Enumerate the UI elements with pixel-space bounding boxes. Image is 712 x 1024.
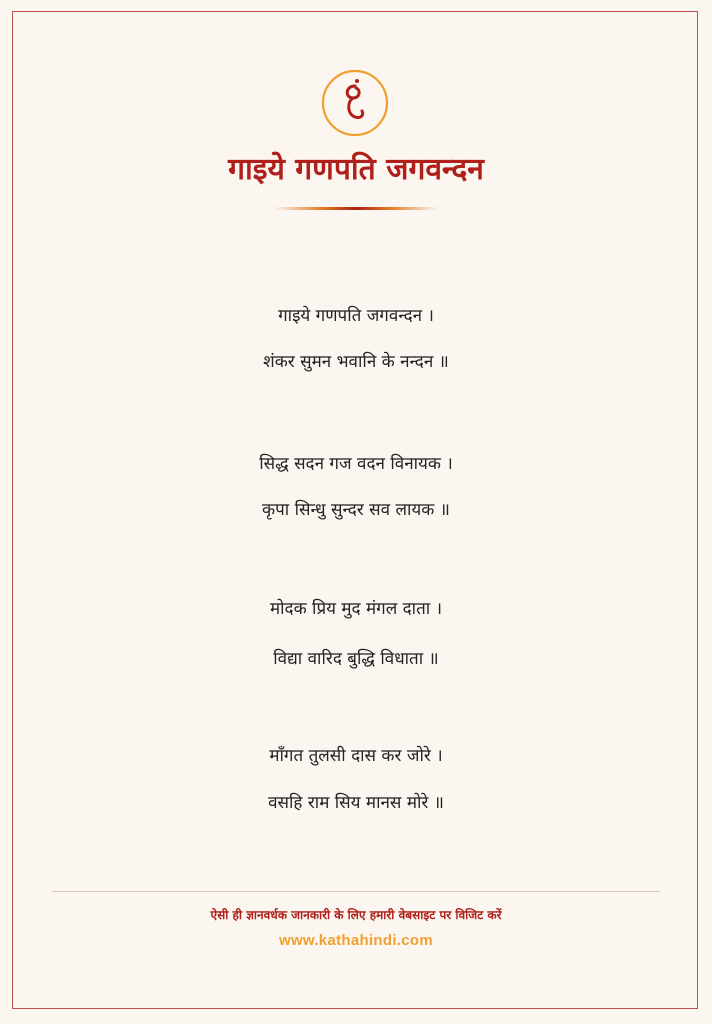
verse-line-6: विद्या वारिद बुद्धि विधाता ॥ [273,649,439,669]
verse-line-4: कृपा सिन्धु सुन्दर सव लायक ॥ [262,500,450,520]
footer-divider [52,891,660,892]
footer-note: ऐसी ही ज्ञानवर्धक जानकारी के लिए हमारी वेबसाइट पर विजिट करें [210,908,502,922]
verse-line-2: शंकर सुमन भवानि के नन्दन ॥ [263,352,449,372]
verse-line-7: माँगत तुलसी दास कर जोरे । [269,746,443,766]
website-link[interactable]: www.kathahindi.com [278,932,434,949]
verse-line-8: वसहि राम सिय मानस मोरे ॥ [268,793,444,813]
page-title: गाइये गणपति जगवन्दन [228,152,484,187]
verse-line-5: मोदक प्रिय मुद मंगल दाता । [269,599,443,619]
title-divider [274,207,438,210]
verse-line-1: गाइये गणपति जगवन्दन । [278,306,434,326]
verse-line-3: सिद्ध सदन गज वदन विनायक । [259,454,453,474]
om-symbol-icon [320,68,390,138]
